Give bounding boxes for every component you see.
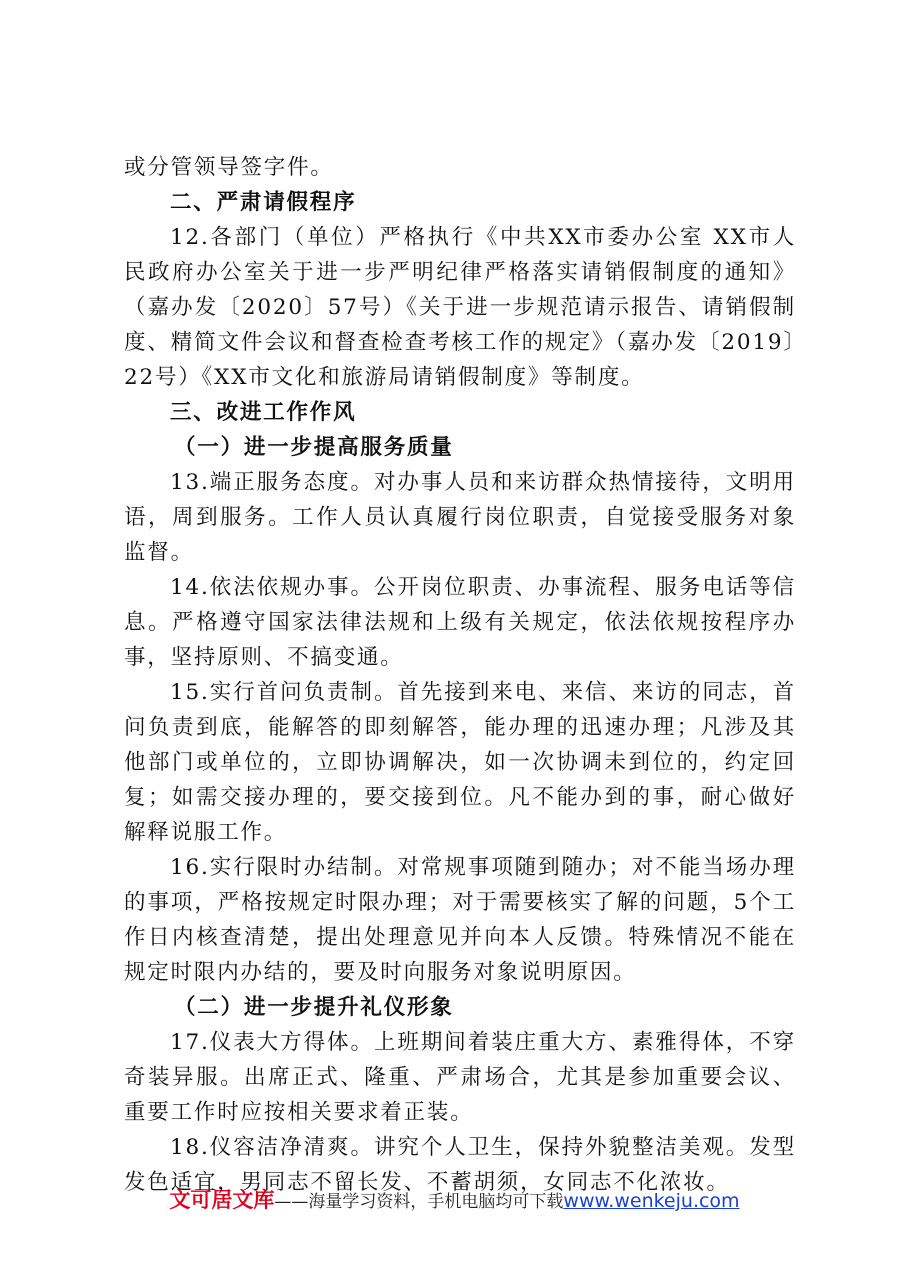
website-link[interactable]: www.wenkeju.com	[563, 1190, 740, 1212]
footer-banner	[0, 1184, 909, 1214]
section-heading-2: 二、严肃请假程序	[170, 190, 357, 215]
paragraph-18: 18.仪容洁净清爽。讲究个人卫生，保持外貌整洁美观。发型发色适宜，男同志不留长发、不蓄胡须，女同志不化浓妆。	[124, 1135, 796, 1195]
paragraph-12: 12.各部门（单位）严格执行《中共XX市委办公室 XX市人民政府办公室关于进一步严明纪律严格落实请销假制度的通知》（嘉办发〔2020〕57号）《关于进一步规范请示报告、请销假制度、精简文件会议和督查检查考核工作的规定》（嘉办发〔2019〕22号）《XX市文化和旅游局请销假制度》等制度。	[124, 225, 796, 390]
section-heading-3: 三、改进工作作风	[170, 400, 357, 425]
paragraph-continuation: 或分管领导签字件。	[124, 155, 334, 180]
footer-tagline: ——海量学习资料，手机电脑均可下载	[274, 1192, 564, 1212]
brand-logo-text: 文可居文库	[169, 1188, 275, 1212]
paragraph-16: 16.实行限时办结制。对常规事项随到随办；对不能当场办理的事项，严格按规定时限办理；对于需要核实了解的问题，5个工作日内核查清楚，提出处理意见并向本人反馈。特殊情况不能在规定时限内办结的，要及时向服务对象说明原因。	[124, 855, 796, 985]
subsection-heading-2: （二）进一步提升礼仪形象	[174, 995, 454, 1020]
paragraph-13: 13.端正服务态度。对办事人员和来访群众热情接待，文明用语，周到服务。工作人员认真履行岗位职责，自觉接受服务对象监督。	[124, 470, 796, 565]
document-body	[124, 150, 796, 1200]
paragraph-15: 15.实行首问负责制。首先接到来电、来信、来访的同志，首问负责到底，能解答的即刻解答，能办理的迅速办理；凡涉及其他部门或单位的，立即协调解决，如一次协调未到位的，约定回复；如需交接办理的，要交接到位。凡不能办到的事，耐心做好解释说服工作。	[124, 680, 796, 845]
paragraph-17: 17.仪表大方得体。上班期间着装庄重大方、素雅得体，不穿奇装异服。出席正式、隆重、严肃场合，尤其是参加重要会议、重要工作时应按相关要求着正装。	[124, 1030, 796, 1125]
paragraph-14: 14.依法依规办事。公开岗位职责、办事流程、服务电话等信息。严格遵守国家法律法规和上级有关规定，依法依规按程序办事，坚持原则、不搞变通。	[124, 575, 796, 670]
subsection-heading-1: （一）进一步提高服务质量	[174, 435, 454, 460]
